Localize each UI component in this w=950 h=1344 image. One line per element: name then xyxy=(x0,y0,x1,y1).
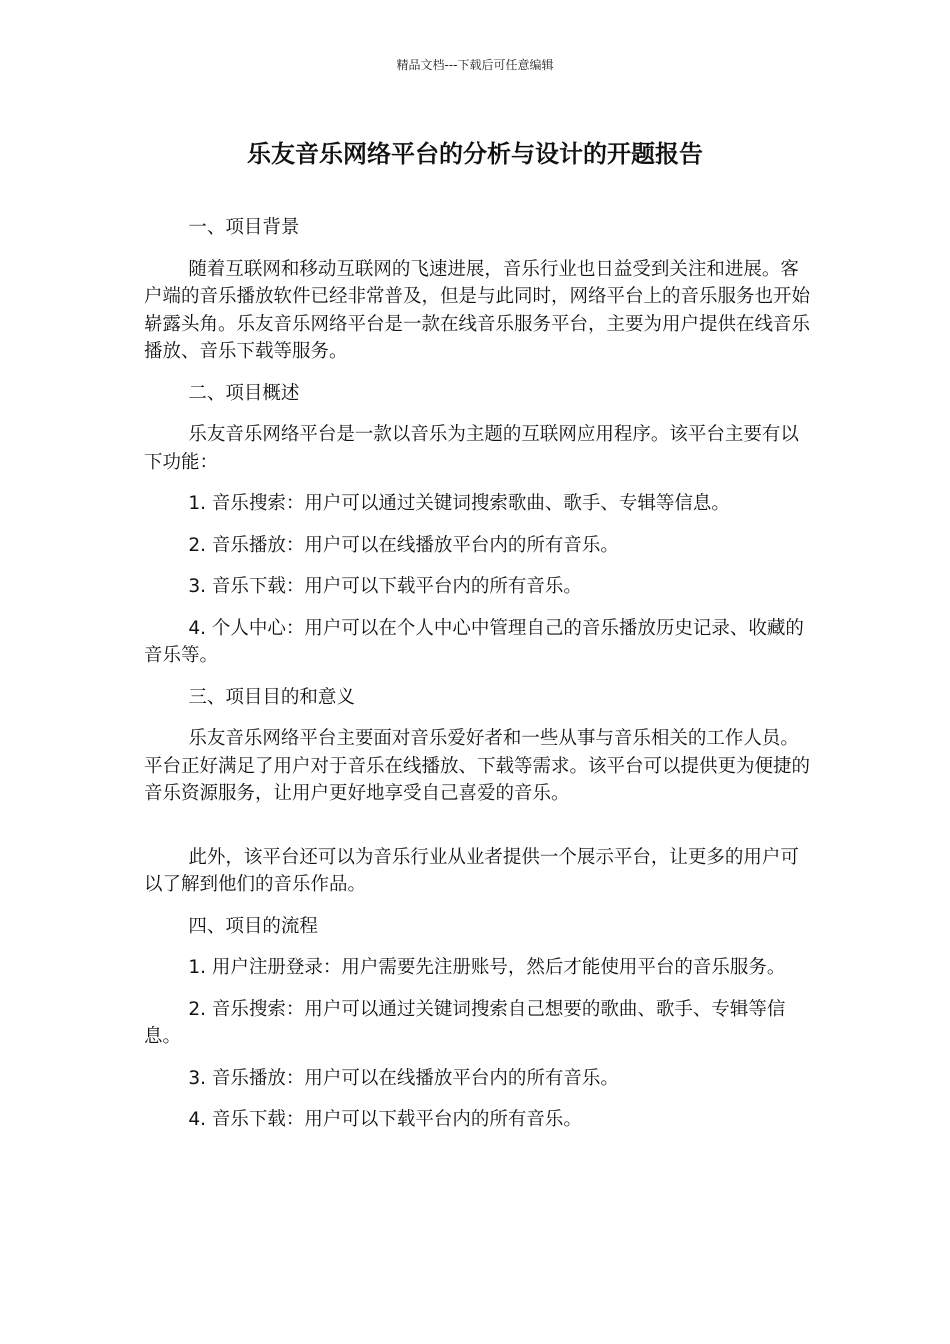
paragraph-purpose: 乐友音乐网络平台主要面对音乐爱好者和一些从事与音乐相关的工作人员。平台正好满足了用户对于音乐在线播放、下载等需求。该平台可以提供更为便捷的音乐资源服务，让用户更好地享受自己喜爱的音乐。 xyxy=(144,728,811,804)
document-title: 乐友音乐网络平台的分析与设计的开题报告 xyxy=(247,140,703,168)
process-item-register: 1. 用户注册登录：用户需要先注册账号，然后才能使用平台的音乐服务。 xyxy=(188,957,786,978)
process-item-play: 3. 音乐播放：用户可以在线播放平台内的所有音乐。 xyxy=(188,1067,619,1089)
feature-item-search: 1. 音乐搜索：用户可以通过关键词搜索歌曲、歌手、专辑等信息。 xyxy=(188,493,730,514)
process-item-search: 2. 音乐搜索：用户可以通过关键词搜索自己想要的歌曲、歌手、专辑等信息。 xyxy=(144,998,786,1047)
section-heading-process: 四、项目的流程 xyxy=(188,915,318,937)
feature-item-personal-center: 4. 个人中心：用户可以在个人中心中管理自己的音乐播放历史记录、收藏的音乐等。 xyxy=(144,617,804,666)
feature-item-download: 3. 音乐下载：用户可以下载平台内的所有音乐。 xyxy=(188,576,582,597)
paragraph-purpose-extra: 此外，该平台还可以为音乐行业从业者提供一个展示平台，让更多的用户可以了解到他们的音乐作品。 xyxy=(144,846,799,895)
page-header: 精品文档---下载后可任意编辑 xyxy=(396,58,554,72)
document-body xyxy=(144,214,810,1134)
process-item-download: 4. 音乐下载：用户可以下载平台内的所有音乐。 xyxy=(188,1109,582,1130)
section-heading-background: 一、项目背景 xyxy=(188,217,300,238)
section-heading-overview: 二、项目概述 xyxy=(188,382,300,404)
paragraph-background: 随着互联网和移动互联网的飞速进展，音乐行业也日益受到关注和进展。客户端的音乐播放软件已经非常普及，但是与此同时，网络平台上的音乐服务也开始崭露头角。乐友音乐网络平台是一款在线音乐服务平台，主要为用户提供在线音乐播放、音乐下载等服务。 xyxy=(144,258,811,362)
paragraph-overview: 乐友音乐网络平台是一款以音乐为主题的互联网应用程序。该平台主要有以下功能： xyxy=(144,424,799,473)
feature-item-play: 2. 音乐播放：用户可以在线播放平台内的所有音乐。 xyxy=(188,534,619,556)
section-heading-purpose: 三、项目目的和意义 xyxy=(188,686,355,708)
